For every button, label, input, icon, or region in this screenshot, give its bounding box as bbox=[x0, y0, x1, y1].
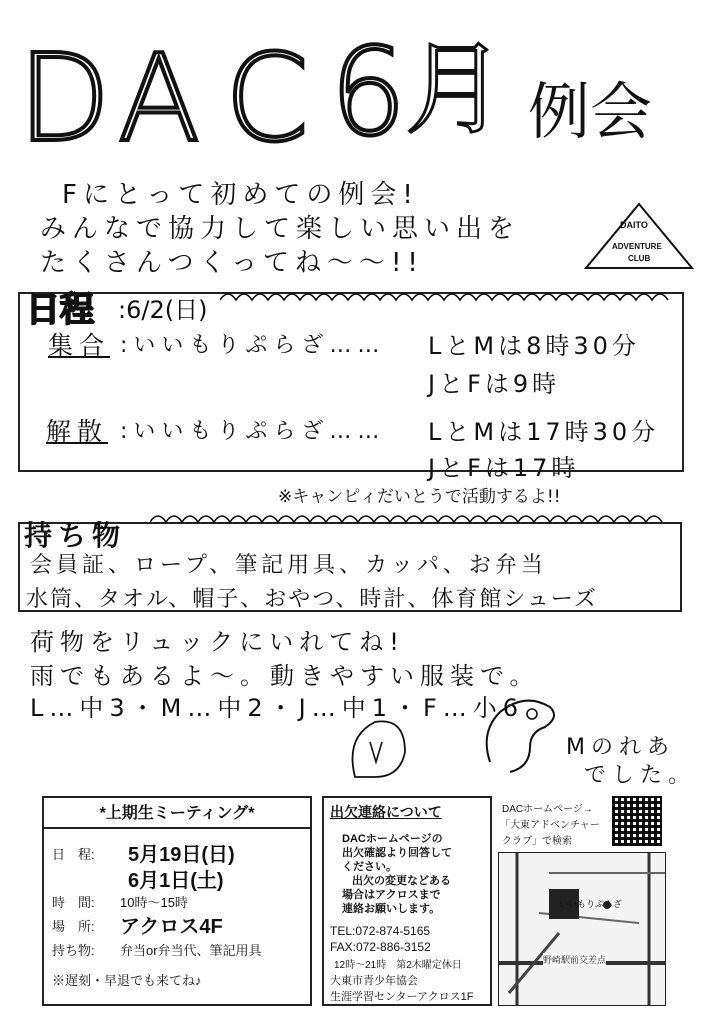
attendance-body-line: DACホームページの bbox=[342, 833, 443, 845]
attendance-body-line: ください。 bbox=[342, 861, 397, 873]
club-logo bbox=[582, 200, 697, 272]
dismiss-label: 解散 bbox=[46, 417, 109, 446]
gather-lm-time: LとMは8時30分 bbox=[428, 332, 640, 360]
items-label: 持ち物 bbox=[24, 519, 127, 552]
meeting-bring-label: 持ち物: bbox=[52, 943, 95, 958]
meeting-bring: 弁当or弁当代、筆記用具 bbox=[120, 943, 262, 958]
qr-code-icon[interactable] bbox=[612, 796, 662, 846]
attendance-body-line: 出欠の変更などある bbox=[352, 875, 451, 887]
gather-place: :いいもりぷらざ…… bbox=[120, 333, 386, 358]
attendance-hours: 12時〜21時 第2木曜定休日 bbox=[334, 960, 462, 971]
attendance-body-line: 場合はアクロスまで bbox=[342, 889, 441, 901]
meeting-time-label: 時 間: bbox=[52, 895, 95, 910]
bird-doodle-icon bbox=[330, 712, 420, 782]
logo-top-text: DAITO bbox=[620, 220, 648, 230]
schedule-date: :6/2(日) bbox=[118, 296, 208, 324]
title-number-6: 6 bbox=[330, 24, 407, 163]
title-suffix: 例会 bbox=[528, 75, 653, 148]
homepage-line-3: クラブ」で検索 bbox=[502, 836, 572, 847]
dinosaur-doodle-icon bbox=[470, 692, 570, 782]
note-line-1: 荷物をリュックにいれてね! bbox=[30, 628, 405, 656]
note-line-3: L…中3・M…中2・J…中1・F…小6 bbox=[30, 694, 525, 722]
gather-label: 集合 bbox=[48, 331, 111, 360]
attendance-title: 出欠連絡について bbox=[330, 804, 442, 820]
title-letter-a: A bbox=[118, 30, 201, 169]
signature-line-2: でした。 bbox=[584, 763, 697, 788]
gather-jf-time: JとFは9時 bbox=[428, 370, 561, 398]
attendance-org-2: 生涯学習センターアクロス1F bbox=[330, 991, 474, 1003]
note-line-2: 雨でもあるよ〜。動きやすい服装で。 bbox=[30, 662, 540, 690]
meeting-date-label: 日 程: bbox=[52, 847, 95, 862]
homepage-line-2: 「大東アドベンチャー bbox=[500, 820, 600, 831]
meeting-place: アクロス4F bbox=[120, 916, 223, 938]
attendance-box bbox=[322, 796, 492, 1006]
meeting-note: ※遅刻・早退でも来てね♪ bbox=[52, 973, 202, 988]
meeting-time: 10時〜15時 bbox=[120, 895, 188, 910]
meeting-box bbox=[42, 796, 312, 1006]
swirl-border-items-icon bbox=[150, 512, 680, 530]
attendance-org-1: 大東市青少年協会 bbox=[330, 975, 418, 987]
items-line-2: 水筒、タオル、帽子、おやつ、時計、体育館シューズ bbox=[26, 587, 598, 612]
title-month: 月 bbox=[405, 31, 505, 148]
meeting-title: *上期生ミーティング* bbox=[44, 800, 310, 829]
meeting-place-label: 場 所: bbox=[52, 919, 95, 934]
homepage-line-1: DACホームページ→ bbox=[502, 804, 593, 815]
dismiss-jf-time: JとFは17時 bbox=[428, 454, 580, 482]
logo-middle-text: ADVENTURE bbox=[612, 242, 662, 251]
swirl-border-top-icon bbox=[220, 290, 680, 308]
intro-line-1: Fにとって初めての例会! bbox=[62, 180, 419, 210]
map-label-2: 野崎駅前交差点 bbox=[543, 955, 607, 965]
logo-bottom-text: CLUB bbox=[628, 254, 651, 263]
intro-line-3: たくさんつくってね〜〜!! bbox=[40, 248, 424, 278]
map-label-1: いいもりぷらざ bbox=[559, 899, 623, 909]
map-roads-icon bbox=[499, 853, 665, 1005]
meeting-date-1: 5月19日(日) bbox=[128, 844, 235, 866]
attendance-body-line: 連絡お願いします。 bbox=[342, 903, 441, 915]
title-letter-d: D bbox=[18, 30, 111, 169]
attendance-body-line: 出欠確認より回答して bbox=[342, 847, 452, 859]
meeting-date-2: 6月1日(土) bbox=[128, 870, 224, 892]
attendance-fax: FAX:072-886-3152 bbox=[330, 940, 431, 954]
title-letter-c: C bbox=[225, 30, 309, 169]
signature-line-1: Mのれあ bbox=[566, 735, 675, 760]
schedule-label: 日程 bbox=[26, 290, 94, 330]
attendance-body bbox=[342, 832, 452, 916]
schedule-note: ※キャンピィだいとうで活動するよ!! bbox=[278, 487, 561, 507]
dismiss-lm-time: LとMは17時30分 bbox=[428, 418, 660, 446]
attendance-tel: TEL:072-874-5165 bbox=[330, 924, 431, 938]
access-map bbox=[498, 852, 666, 1006]
dismiss-place: :いいもりぷらざ…… bbox=[120, 419, 386, 444]
intro-line-2: みんなで協力して楽しい思い出を bbox=[40, 214, 521, 244]
items-line-1: 会員証、ロープ、筆記用具、カッパ、お弁当 bbox=[30, 553, 547, 578]
